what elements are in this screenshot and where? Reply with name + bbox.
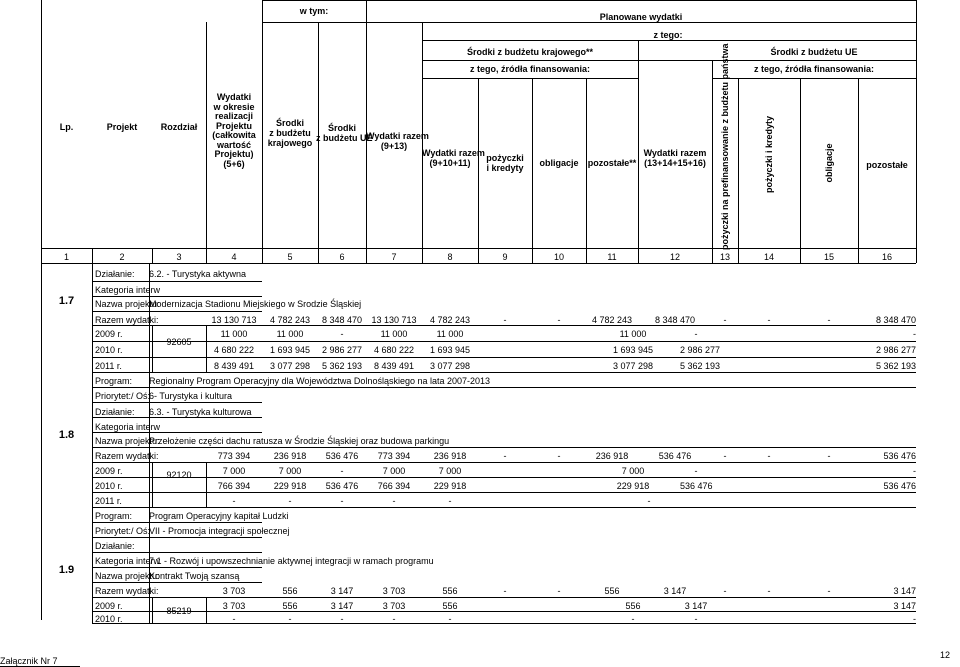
grid-line: [92, 611, 916, 612]
footer-zalacznik: Załącznik Nr 7: [0, 656, 58, 666]
header-srodki-krajowe: Środki z budżetu krajowego**: [466, 47, 594, 57]
header-wydatki-okres: (całkowita: [212, 130, 256, 140]
header-wydatki-okres: Wydatki: [216, 92, 252, 102]
year-value: 11 000: [436, 329, 464, 339]
header-wydatki-okres: Projektu): [214, 149, 254, 159]
header-pozyczki-1: pożyczki: [486, 153, 524, 163]
year-value: 11 000: [220, 329, 248, 339]
year-value: 7 000: [278, 466, 302, 476]
razem-value: -: [767, 586, 771, 596]
grid-line: [149, 263, 150, 402]
column-number: 10: [553, 252, 564, 262]
row-label: 2011 r.: [95, 361, 122, 371]
section-lp: 1.7: [58, 295, 75, 307]
razem-value: 8 348 470: [875, 315, 916, 325]
razem-value: 4 782 243: [269, 315, 311, 325]
year-value: -: [631, 614, 635, 624]
row-label: Działanie:: [95, 269, 135, 279]
header-w-tym: w tym:: [299, 6, 329, 16]
year-value: -: [694, 329, 698, 339]
year-value: -: [340, 496, 344, 506]
razem-value: 3 147: [330, 586, 354, 596]
header-rozdzial: Rozdział: [160, 122, 198, 132]
year-value: 3 077 298: [269, 361, 311, 371]
grid-line: [92, 582, 262, 583]
razem-value: -: [557, 315, 561, 325]
column-number: 16: [881, 252, 892, 262]
column-number: 14: [763, 252, 774, 262]
row-label: 2010 r.: [95, 614, 123, 624]
row-label: 2009 r.: [95, 466, 123, 476]
header-zrodla-1: z tego, źródła finansowania:: [469, 64, 590, 74]
razem-value: -: [723, 451, 727, 461]
row-label: Kategoria interw: [95, 422, 161, 432]
column-number: 12: [669, 252, 680, 262]
row-label: Kategoria interw: [95, 556, 161, 566]
razem-value: 4 782 243: [591, 315, 633, 325]
row-label: Priorytet:/ Oś:: [95, 391, 151, 401]
column-number: 1: [63, 252, 69, 262]
header-wydatki-okres: w okresie: [213, 101, 255, 112]
column-number: 11: [607, 252, 617, 262]
grid-line: [92, 537, 262, 538]
year-value: -: [694, 614, 698, 624]
row-label: Program:: [95, 376, 133, 386]
grid-line: [92, 325, 916, 326]
grid-line: [92, 492, 916, 493]
grid-line: [92, 432, 262, 433]
year-value: 5 362 193: [680, 361, 721, 371]
column-number: 4: [231, 252, 237, 262]
year-value: -: [288, 614, 292, 624]
razem-value: -: [723, 586, 727, 596]
razem-value: -: [827, 451, 831, 461]
razem-value: 236 918: [273, 451, 307, 461]
column-number: 9: [502, 252, 508, 262]
year-value: 229 918: [273, 481, 307, 491]
year-value: 5 362 193: [321, 361, 363, 371]
grid-line: [422, 60, 638, 61]
project-name: Kontrakt Twoją szansą: [149, 571, 240, 581]
year-value: 11 000: [276, 329, 304, 339]
year-value: -: [340, 466, 344, 476]
year-value: -: [232, 496, 236, 506]
row-label: 2009 r.: [95, 601, 123, 611]
grid-line: [92, 623, 916, 624]
year-value: -: [913, 329, 916, 339]
grid-line: [532, 78, 533, 263]
grid-line: [41, 0, 42, 620]
razem-value: 13 130 713: [211, 315, 257, 325]
page-number: 12: [940, 650, 951, 660]
razem-value: 236 918: [595, 451, 629, 461]
year-value: 5 362 193: [875, 361, 916, 371]
grid-line: [262, 0, 916, 1]
razem-value: 536 476: [883, 451, 916, 461]
razem-value: 8 348 470: [654, 315, 696, 325]
year-value: 4 680 222: [213, 345, 255, 355]
year-value: 766 394: [217, 481, 251, 491]
grid-line: [586, 78, 587, 263]
grid-line: [206, 597, 207, 623]
grid-line: [152, 462, 153, 507]
year-value: 536 476: [680, 481, 713, 491]
grid-line: [800, 78, 801, 263]
year-value: 3 147: [330, 601, 354, 611]
razem-value: 773 394: [377, 451, 411, 461]
column-number: 5: [287, 252, 293, 262]
grid-line: [858, 78, 859, 263]
year-value: 11 000: [380, 329, 408, 339]
row-label: 2010 r.: [95, 481, 123, 491]
razem-value: 4 782 243: [429, 315, 471, 325]
razem-value: 556: [442, 586, 458, 596]
razem-value: -: [767, 315, 771, 325]
year-value: 3 077 298: [612, 361, 654, 371]
header-wydatki-okres: (5+6): [223, 158, 245, 169]
project-name: Przełożenie części dachu ratusza w Środzie Śląskiej oraz budowa parkingu: [149, 436, 450, 446]
grid-line: [92, 522, 262, 523]
dzialanie-value: 6.2. - Turystyka aktywna: [149, 269, 247, 279]
grid-line: [92, 281, 262, 282]
header-lp: Lp.: [59, 122, 74, 132]
header-wydatki-okres: realizacji: [214, 111, 254, 121]
grid-line: [206, 462, 207, 507]
year-value: 229 918: [433, 481, 467, 491]
year-value: 766 394: [377, 481, 411, 491]
year-value: 11 000: [619, 329, 647, 339]
year-value: -: [647, 496, 651, 506]
header-wydatki-okres: Projektu: [215, 120, 252, 131]
grid-line: [712, 78, 916, 79]
year-value: 3 077 298: [429, 361, 471, 371]
razem-value: -: [503, 315, 507, 325]
year-value: -: [340, 329, 344, 339]
razem-value: -: [503, 586, 507, 596]
razem-value: 536 476: [658, 451, 692, 461]
header-wydatki-razem-9-10-11: Wydatki razem: [422, 148, 485, 158]
program-value: Program Operacyjny kapitał Ludzki: [149, 511, 289, 521]
grid-line: [422, 78, 638, 79]
row-label: Działanie:: [95, 541, 135, 551]
year-value: -: [913, 614, 916, 624]
year-value: 8 439 491: [213, 361, 255, 371]
grid-line: [422, 40, 916, 41]
razem-value: 3 147: [663, 586, 687, 596]
razem-value: 536 476: [325, 451, 359, 461]
grid-line: [92, 296, 262, 297]
header-wydatki-okres: wartość: [216, 139, 251, 150]
header-srodki-bk: z budżetu: [269, 128, 311, 138]
header-projekt: Projekt: [106, 122, 138, 132]
header-wydatki-razem-9-13: (9+13): [380, 141, 408, 151]
year-value: 7 000: [222, 466, 246, 476]
grid-line: [638, 60, 916, 61]
row-label: Nazwa projektu:: [95, 571, 160, 581]
rozdzial-value: 85219: [166, 606, 192, 616]
row-label: 2010 r.: [95, 345, 123, 355]
header-planowane-wydatki: Planowane wydatki: [599, 12, 683, 22]
razem-value: 556: [604, 586, 620, 596]
grid-line: [41, 263, 916, 264]
header-pozyczki-1: i kredyty: [486, 163, 524, 173]
grid-line: [92, 597, 916, 598]
razem-value: 8 348 470: [321, 315, 363, 325]
column-number: 3: [176, 252, 182, 262]
razem-value: 13 130 713: [371, 315, 417, 325]
header-pozyczki-prefinansowanie: pożyczki na prefinansowanie z budżetu państwa: [720, 43, 730, 250]
project-name: Modernizacja Stadionu Miejskiego w Srodzie Śląskiej: [149, 299, 362, 309]
header-pozyczki-2: pożyczki i kredyty: [764, 115, 774, 193]
razem-value: -: [827, 586, 831, 596]
grid-line: [92, 567, 262, 568]
row-label: Razem wydatki:: [95, 315, 159, 325]
row-label: Program:: [95, 511, 133, 521]
row-label: Działanie:: [95, 407, 135, 417]
header-wydatki-razem-13-16: Wydatki razem: [643, 148, 707, 158]
year-value: 229 918: [616, 481, 650, 491]
row-label: Kategoria interw: [95, 285, 161, 295]
grid-line: [712, 60, 713, 263]
grid-line: [916, 0, 917, 263]
row-label: 2011 r.: [95, 496, 122, 506]
header-obligacje-1: obligacje: [539, 158, 579, 168]
grid-line: [92, 507, 916, 508]
grid-line: [92, 477, 916, 478]
rozdzial-value: 92120: [166, 470, 192, 480]
razem-value: -: [767, 451, 771, 461]
year-value: 3 147: [893, 601, 916, 611]
year-value: -: [392, 614, 396, 624]
row-label: Nazwa projektu:: [95, 299, 160, 309]
year-value: -: [232, 614, 236, 624]
row-label: Razem wydatki:: [95, 451, 159, 461]
grid-line: [262, 22, 366, 23]
header-srodki-ue-col: Środki: [327, 123, 356, 133]
dzialanie-value: 6.3. - Turystyka kulturowa: [149, 407, 252, 417]
year-value: 3 703: [222, 601, 246, 611]
row-label: Priorytet:/ Oś:: [95, 526, 151, 536]
column-number: 13: [719, 252, 730, 262]
year-value: 8 439 491: [373, 361, 415, 371]
year-value: -: [392, 496, 396, 506]
column-number: 15: [823, 252, 834, 262]
year-value: -: [448, 496, 452, 506]
header-srodki-ue: Środki z budżetu UE: [770, 47, 858, 57]
year-value: 1 693 945: [269, 345, 311, 355]
priorytet-value: VII - Promocja integracji społecznej: [149, 526, 290, 536]
header-srodki-bk: Środki: [275, 118, 304, 128]
grid-line: [422, 22, 423, 263]
razem-value: -: [557, 451, 561, 461]
year-value: 536 476: [883, 481, 916, 491]
rozdzial-value: 92605: [166, 337, 192, 347]
column-number: 8: [447, 252, 453, 262]
razem-value: 3 147: [893, 586, 916, 596]
razem-value: -: [557, 586, 561, 596]
year-value: -: [694, 466, 698, 476]
header-wydatki-razem-9-13: Wydatki razem: [366, 131, 429, 141]
section-lp: 1.8: [58, 429, 75, 441]
kategoria-value: 7.1 - Rozwój i upowszechnianie aktywnej integracji w ramach programu: [149, 556, 434, 566]
grid-line: [206, 325, 207, 372]
grid-line: [92, 462, 916, 463]
year-value: -: [288, 496, 292, 506]
program-value: Regionalny Program Operacyjny dla Województwa Dolnośląskiego na lata 2007-2013: [149, 376, 491, 386]
grid-line: [738, 78, 739, 263]
year-value: -: [448, 614, 452, 624]
razem-value: 556: [282, 586, 298, 596]
header-zrodla-2: z tego, źródła finansowania:: [753, 64, 874, 74]
grid-line: [92, 417, 262, 418]
grid-line: [92, 357, 916, 358]
year-value: -: [340, 614, 344, 624]
grid-line: [92, 263, 93, 623]
header-pozostale-1: pozostałe**: [587, 158, 637, 168]
header-z-tego: z tego:: [653, 30, 683, 40]
header-wydatki-razem-13-16: (13+14+15+16): [644, 158, 706, 168]
year-value: 7 000: [382, 466, 406, 476]
year-value: 3 703: [382, 601, 406, 611]
year-value: 536 476: [325, 481, 359, 491]
razem-value: 773 394: [217, 451, 251, 461]
year-value: 2 986 277: [680, 345, 721, 355]
header-wydatki-razem-9-10-11: (9+10+11): [429, 158, 471, 168]
year-value: 1 693 945: [429, 345, 471, 355]
grid-line: [152, 597, 153, 623]
grid-line: [92, 372, 916, 373]
razem-value: 3 703: [222, 586, 246, 596]
razem-value: -: [723, 315, 727, 325]
column-number: 2: [119, 252, 125, 262]
razem-value: 3 703: [382, 586, 406, 596]
year-value: 7 000: [438, 466, 462, 476]
year-value: 556: [282, 601, 298, 611]
year-value: -: [913, 466, 916, 476]
year-value: 3 147: [684, 601, 708, 611]
year-value: 1 693 945: [612, 345, 654, 355]
grid-line: [92, 341, 916, 342]
row-label: Razem wydatki:: [95, 586, 159, 596]
grid-line: [366, 22, 916, 23]
grid-line: [152, 325, 153, 372]
razem-value: -: [503, 451, 507, 461]
razem-value: 236 918: [433, 451, 467, 461]
grid-line: [92, 447, 916, 448]
row-label: 2009 r.: [95, 329, 123, 339]
year-value: 556: [625, 601, 641, 611]
year-value: 556: [442, 601, 458, 611]
header-pozostale-2: pozostałe: [866, 160, 908, 170]
grid-line: [92, 552, 262, 553]
year-value: 4 680 222: [373, 345, 415, 355]
priorytet-value: 6- Turystyka i kultura: [149, 391, 233, 401]
grid-line: [149, 402, 150, 623]
grid-line: [92, 402, 262, 403]
grid-line: [916, 248, 917, 263]
section-lp: 1.9: [58, 564, 75, 576]
header-obligacje-2: obligacje: [824, 143, 834, 183]
year-value: 7 000: [621, 466, 645, 476]
grid-line: [92, 311, 262, 312]
header-srodki-bk: krajowego: [267, 138, 313, 148]
razem-value: -: [827, 315, 831, 325]
year-value: 2 986 277: [875, 345, 916, 355]
row-label: Nazwa projektu:: [95, 436, 160, 446]
column-number: 6: [339, 252, 345, 262]
year-value: 2 986 277: [321, 345, 363, 355]
grid-line: [92, 387, 916, 388]
header-srodki-ue-col: z budżetu UE: [316, 133, 373, 143]
column-number: 7: [391, 252, 397, 262]
